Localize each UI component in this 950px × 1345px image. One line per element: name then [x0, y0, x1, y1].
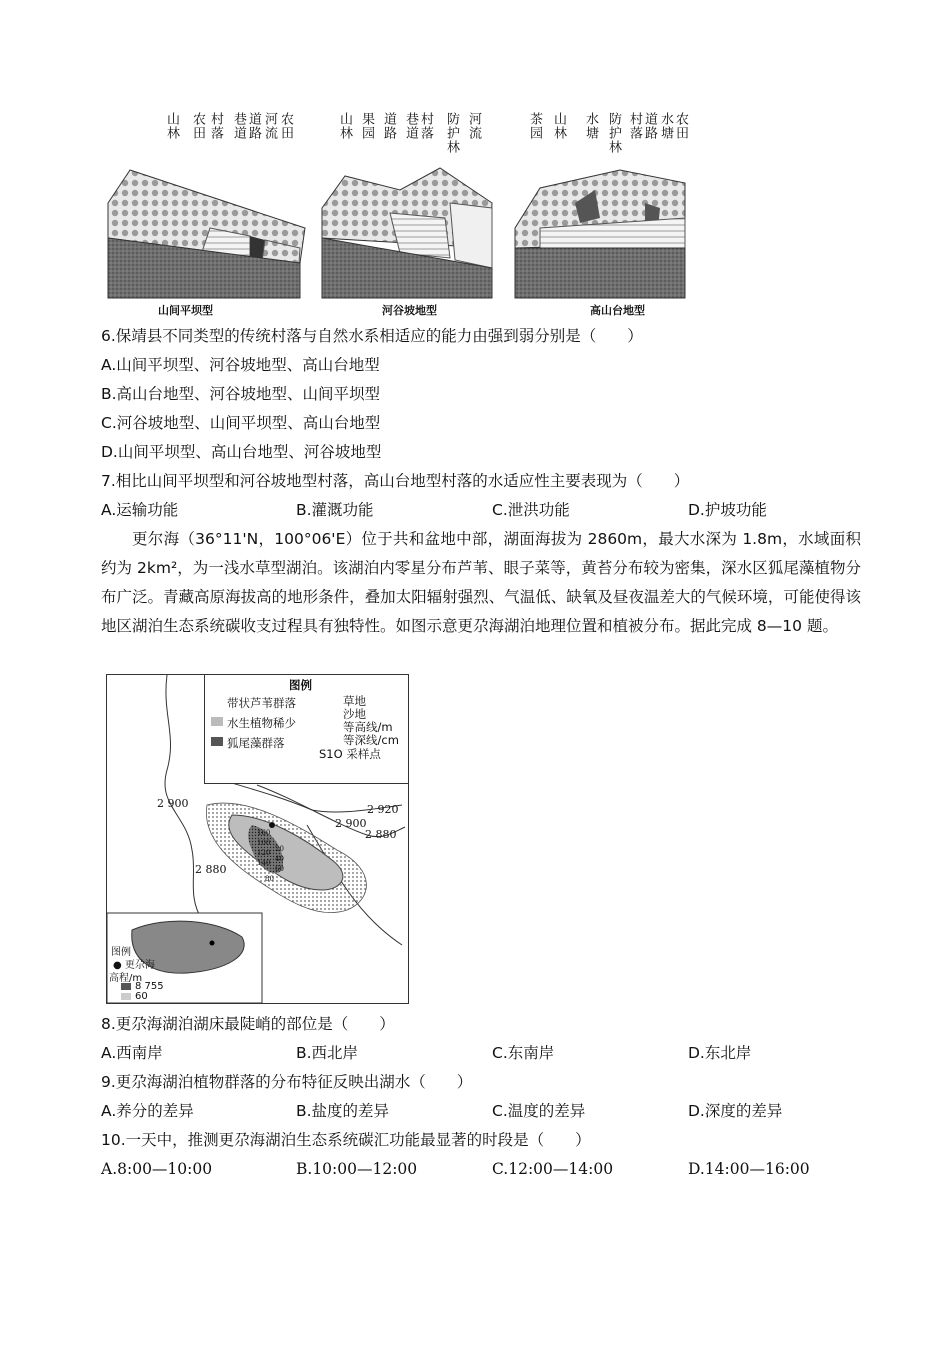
question-9-option: D.深度的差异 — [688, 1102, 783, 1120]
panel-caption: 河谷坡地型 — [382, 304, 437, 317]
label-river: 河流 — [262, 112, 277, 140]
label-pond: 水塘 — [658, 112, 673, 140]
inset-legend-elevation: 高程/m — [109, 973, 143, 984]
panel-flatland — [108, 170, 305, 298]
contour-label: 2 900 — [335, 817, 367, 830]
question-10-option: A.8:00—10:00 — [101, 1160, 213, 1178]
question-6-option: D.山间平坝型、高山台地型、河谷坡地型 — [101, 443, 382, 461]
depth-label: 80 — [265, 875, 274, 883]
label-road: 道路 — [246, 112, 261, 140]
question-7-stem: 7.相比山间平坝型和河谷坡地型村落，高山台地型村落的水适应性主要表现为（ ） — [101, 472, 690, 490]
label-shelterbelt: 防护林 — [444, 112, 459, 154]
inset-legend-max: 8 755 — [135, 981, 164, 992]
question-9-option: A.养分的差异 — [101, 1102, 194, 1120]
label-road: 道路 — [642, 112, 657, 140]
legend-title: 图例 — [289, 678, 312, 692]
question-9-option: B.盐度的差异 — [296, 1102, 390, 1120]
question-7-option: C.泄洪功能 — [492, 501, 570, 519]
lake-map — [106, 674, 409, 1004]
depth-label: 120 — [257, 849, 271, 857]
label-river: 河流 — [466, 112, 481, 140]
question-6-stem: 6.保靖县不同类型的传统村落与自然水系相适应的能力由强到弱分别是（ ） — [101, 327, 643, 345]
reading-passage — [101, 525, 861, 641]
label-shelterbelt: 防护林 — [606, 112, 621, 154]
question-6-option: B.高山台地型、河谷坡地型、山间平坝型 — [101, 385, 381, 403]
label-farmland: 农田 — [278, 112, 293, 140]
legend-myriophyllum: 狐尾藻群落 — [227, 736, 285, 750]
label-road: 道路 — [381, 112, 396, 140]
depth-label: 20 — [275, 845, 284, 853]
question-8-option: D.东北岸 — [688, 1044, 752, 1062]
legend-sand: 沙地 — [343, 707, 366, 721]
legend-isobath: 等深线/cm — [343, 733, 399, 747]
depth-label: 140 — [257, 859, 271, 867]
label-forest: 山林 — [337, 112, 352, 140]
label-farmland: 农田 — [673, 112, 688, 140]
label-lane: 巷道 — [231, 112, 246, 140]
map-legend — [204, 675, 408, 784]
legend-swatch — [211, 717, 223, 726]
question-8-option: B.西北岸 — [296, 1044, 359, 1062]
question-8-stem: 8.更尕海湖泊湖床最陡峭的部位是（ ） — [101, 1015, 395, 1033]
legend-swatch — [211, 737, 223, 746]
panel-valley-slope — [322, 168, 492, 298]
label-village: 村落 — [418, 112, 433, 140]
question-7-option: B.灌溉功能 — [296, 501, 374, 519]
question-9-option: C.温度的差异 — [492, 1102, 586, 1120]
contour-label: 2 920 — [367, 803, 399, 816]
label-forest: 山林 — [551, 112, 566, 140]
depth-label: 160 — [257, 829, 271, 837]
label-orchard: 果园 — [359, 112, 374, 140]
legend-sparse: 水生植物稀少 — [227, 716, 296, 730]
question-7-option: D.护坡功能 — [688, 501, 767, 519]
depth-label: 100 — [257, 839, 271, 847]
legend-contour: 等高线/m — [343, 720, 393, 734]
contour-label: 2 880 — [195, 863, 227, 876]
question-8-option: A.西南岸 — [101, 1044, 163, 1062]
depth-label: 40 — [275, 855, 284, 863]
legend-reed: 带状芦苇群落 — [227, 696, 296, 710]
label-village: 村落 — [627, 112, 642, 140]
contour-label: 2 880 — [365, 828, 397, 841]
inset-legend-title: 图例 — [111, 947, 131, 958]
question-10-option: B.10:00—12:00 — [296, 1160, 418, 1178]
question-7-option: A.运输功能 — [101, 501, 179, 519]
legend-grass: 草地 — [343, 694, 366, 708]
question-6-option: A.山间平坝型、河谷坡地型、高山台地型 — [101, 356, 380, 374]
label-farmland: 农田 — [190, 112, 205, 140]
inset-legend-min: 60 — [135, 991, 148, 1002]
passage-text: 更尔海（36°11'N，100°06'E）位于共和盆地中部，湖面海拔为 2860m，最大水深为 1.8m，水域面积约为 2km²，为一浅水草型湖泊。该湖泊内零星分布芦苇、眼子菜等，黄苔分布较为密集，深水区狐尾藻植物分布广泛。青藏高原海拔高的地形条件，叠加太阳辐射强烈、气温低、缺氧及昼夜温差大的气候环境，可能使得该地区湖泊生态系统碳收支过程具有独特性。如图示意更尕海湖泊地理位置和植被分布。据此完成 8—10 题。 — [101, 530, 861, 635]
village-type-figure — [100, 108, 700, 320]
question-9-stem: 9.更尕海湖泊植物群落的分布特征反映出湖水（ ） — [101, 1073, 473, 1091]
label-forest: 山林 — [164, 112, 179, 140]
panel-highland-terrace — [515, 170, 685, 298]
question-10-option: C.12:00—14:00 — [492, 1160, 614, 1178]
inset-legend-lake: ● 更尕海 — [113, 960, 155, 971]
label-tea-garden: 茶园 — [527, 112, 542, 140]
question-10-option: D.14:00—16:00 — [688, 1160, 810, 1178]
contour-label: 2 900 — [157, 797, 189, 810]
label-pond: 水塘 — [583, 112, 598, 140]
panel-caption: 山间平坝型 — [158, 304, 213, 317]
question-10-stem: 10.一天中，推测更尕海湖泊生态系统碳汇功能最显著的时段是（ ） — [101, 1131, 591, 1149]
label-village: 村落 — [208, 112, 223, 140]
legend-sample: S1O 采样点 — [319, 747, 381, 761]
depth-label: 60 — [275, 865, 284, 873]
label-lane: 巷道 — [403, 112, 418, 140]
question-6-option: C.河谷坡地型、山间平坝型、高山台地型 — [101, 414, 381, 432]
question-8-option: C.东南岸 — [492, 1044, 555, 1062]
panel-caption: 高山台地型 — [590, 304, 645, 317]
